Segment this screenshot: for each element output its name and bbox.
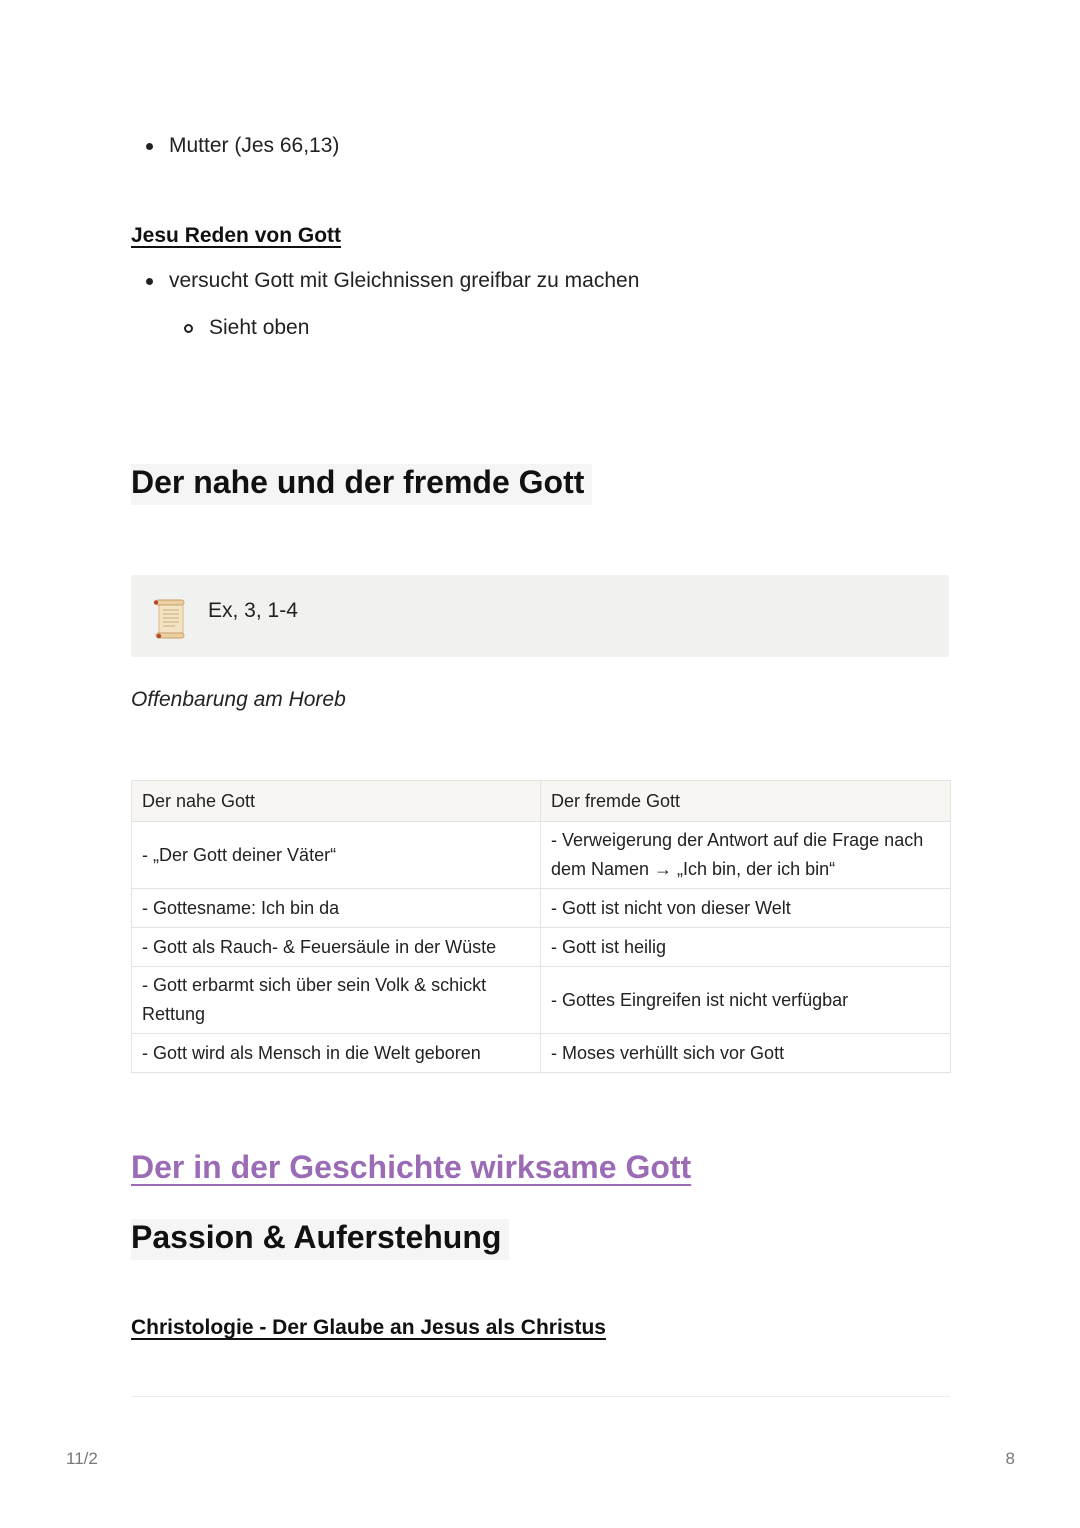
table-header-cell: Der fremde Gott [541,781,951,822]
table-header-row [132,781,951,822]
table-cell: - Verweigerung der Antwort auf die Frage nach dem Namen → „Ich bin, der ich bin“ [541,822,951,889]
footer-course-label: 11/2 [66,1449,98,1468]
bullet-item [146,133,339,159]
section-title-near-far: Der nahe und der fremde Gott [131,464,592,505]
table-row [132,928,951,967]
christology-heading: Christologie - Der Glaube an Jesus als Christus [131,1316,606,1339]
table-cell: - Moses verhüllt sich vor Gott [541,1034,951,1073]
divider [131,1396,950,1397]
sub-bullet-item [184,315,309,341]
section-title-passion: Passion & Auferstehung [131,1219,509,1260]
table-cell: - Gott ist heilig [541,928,951,967]
table-cell: - Gottes Eingreifen ist nicht verfügbar [541,967,951,1034]
table-cell: - Gott als Rauch- & Feuersäule in der Wüste [132,928,541,967]
bullet-item [146,268,639,294]
revelation-subtitle: Offenbarung am Horeb [131,688,346,711]
table-row [132,1034,951,1073]
bullet-circle-icon [184,324,193,333]
sub-bullet-text: Sieht oben [209,316,310,339]
table-header-cell: Der nahe Gott [132,781,541,822]
jesus-heading: Jesu Reden von Gott [131,224,342,247]
page-number: 8 [1005,1449,1015,1468]
bullet-text: versucht Gott mit Gleichnissen greifbar zu machen [169,269,640,292]
callout-text: Ex, 3, 1-4 [208,599,298,622]
table-cell: - Gott wird als Mensch in die Welt geboren [132,1034,541,1073]
table-row [132,889,951,928]
table-cell: - Gott ist nicht von dieser Welt [541,889,951,928]
callout-box [131,575,949,657]
bullet-dot-icon [146,143,153,150]
bullet-text: Mutter (Jes 66,13) [169,134,340,157]
history-section-link[interactable]: Der in der Geschichte wirksame Gott [131,1149,692,1185]
scroll-icon [153,599,187,639]
table-cell: - Gott erbarmt sich über sein Volk & schickt Rettung [132,967,541,1034]
table-row [132,967,951,1034]
table-row [132,822,951,889]
table-cell: - „Der Gott deiner Väter“ [132,822,541,889]
table-cell: - Gottesname: Ich bin da [132,889,541,928]
comparison-table [131,780,951,1073]
bullet-dot-icon [146,278,153,285]
